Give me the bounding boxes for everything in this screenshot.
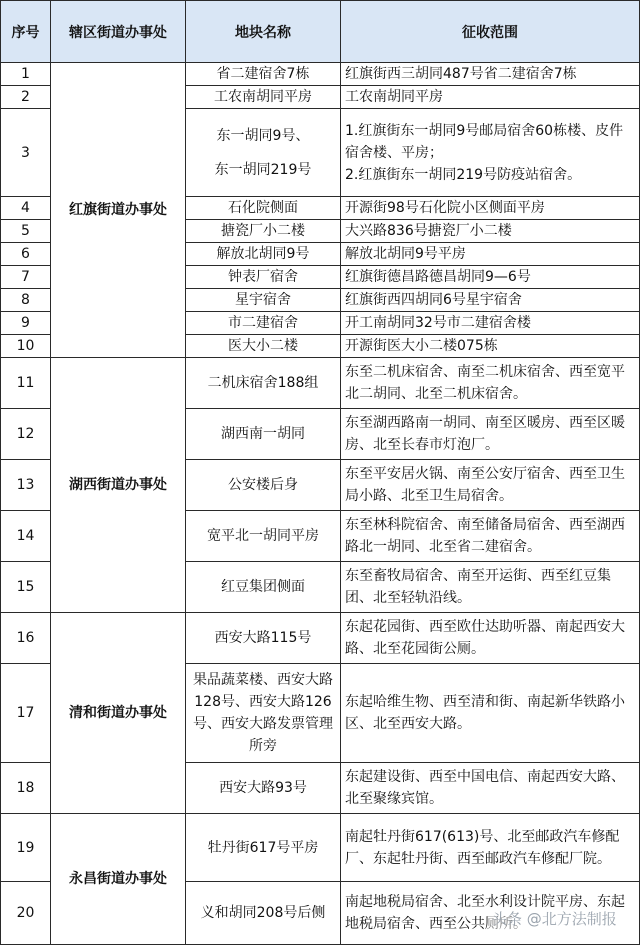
plot-name-cell bbox=[186, 289, 341, 312]
scope-text: 红旗街西四胡同6号星宇宿舍 bbox=[345, 292, 522, 308]
plot-name-text: 义和胡同208号后侧 bbox=[200, 905, 326, 921]
table-row bbox=[1, 613, 640, 664]
scope-text: 东至湖西路南一胡同、南至区暖房、西至区暖房、北至长春市灯泡厂。 bbox=[345, 415, 625, 453]
scope-cell bbox=[341, 613, 640, 664]
district-cell: 永昌街道办事处 bbox=[51, 814, 186, 945]
plot-name-text: 省二建宿舍7栋 bbox=[216, 66, 310, 82]
scope-text: 工农南胡同平房 bbox=[345, 89, 443, 105]
scope-cell bbox=[341, 358, 640, 409]
district-cell: 红旗街道办事处 bbox=[51, 63, 186, 358]
plot-name-text: 西安大路115号 bbox=[214, 630, 312, 646]
scope-text: 红旗街德昌路德昌胡同9—6号 bbox=[345, 269, 531, 285]
table-row bbox=[1, 358, 640, 409]
scope-text: 东至林科院宿舍、南至储备局宿舍、西至湖西路北一胡同、北至省二建宿舍。 bbox=[345, 517, 625, 555]
scope-cell bbox=[341, 814, 640, 882]
row-number: 1 bbox=[1, 63, 51, 86]
district-cell: 湖西街道办事处 bbox=[51, 358, 186, 613]
row-number: 2 bbox=[1, 86, 51, 109]
plot-name-text: 东一胡同219号 bbox=[214, 161, 312, 178]
row-number: 11 bbox=[1, 358, 51, 409]
row-number: 16 bbox=[1, 613, 51, 664]
row-number: 3 bbox=[1, 109, 51, 197]
scope-cell bbox=[341, 409, 640, 460]
scope-cell bbox=[341, 562, 640, 613]
plot-name-text: 搪瓷厂小二楼 bbox=[221, 223, 305, 239]
plot-name-cell bbox=[186, 763, 341, 814]
plot-name-cell bbox=[186, 63, 341, 86]
header-district: 辖区街道办事处 bbox=[51, 1, 186, 63]
scope-cell bbox=[341, 460, 640, 511]
plot-name-cell bbox=[186, 460, 341, 511]
plot-name-cell bbox=[186, 243, 341, 266]
scope-cell bbox=[341, 63, 640, 86]
scope-text: 开源街98号石化院小区侧面平房 bbox=[345, 200, 545, 216]
scope-text: 东至畜牧局宿舍、南至开运街、西至红豆集团、北至轻轨沿线。 bbox=[345, 568, 611, 606]
scope-text: 南起牡丹街617(613)号、北至邮政汽车修配厂、东起牡丹街、西至邮政汽车修配厂院。 bbox=[345, 828, 620, 867]
table-row bbox=[1, 814, 640, 882]
scope-text: 东至二机床宿舍、南至二机床宿舍、西至宽平北二胡同、北至二机床宿舍。 bbox=[345, 364, 625, 402]
plot-name-cell bbox=[186, 814, 341, 882]
header-plot: 地块名称 bbox=[186, 1, 341, 63]
row-number: 17 bbox=[1, 664, 51, 763]
plot-name-text: 钟表厂宿舍 bbox=[228, 269, 298, 285]
plot-name-text: 解放北胡同9号 bbox=[216, 246, 310, 262]
row-number: 5 bbox=[1, 220, 51, 243]
scope-text: 开工南胡同32号市二建宿舍楼 bbox=[345, 315, 531, 331]
scope-text: 东起花园街、西至欧仕达助听器、南起西安大路、北至花园街公厕。 bbox=[345, 619, 625, 657]
scope-text: 东起哈维生物、西至清和街、南起新华铁路小区、北至西安大路。 bbox=[345, 694, 625, 732]
plot-name-text: 二机床宿舍188组 bbox=[207, 375, 319, 391]
row-number: 20 bbox=[1, 882, 51, 945]
plot-name-cell bbox=[186, 409, 341, 460]
plot-name-text: 西安大路93号 bbox=[219, 780, 307, 796]
row-number: 6 bbox=[1, 243, 51, 266]
plot-name-text: 湖西南一胡同 bbox=[221, 426, 305, 442]
watermark: 头条 @北方法制报 bbox=[488, 907, 621, 930]
plot-name-text: 红豆集团侧面 bbox=[221, 579, 305, 595]
row-number: 18 bbox=[1, 763, 51, 814]
district-cell: 清和街道办事处 bbox=[51, 613, 186, 814]
scope-text: 红旗街西三胡同487号省二建宿舍7栋 bbox=[345, 66, 577, 82]
scope-cell bbox=[341, 312, 640, 335]
plot-name-text: 市二建宿舍 bbox=[228, 315, 298, 331]
plot-name-text: 果品蔬菜楼、西安大路128号、西安大路126号、西安大路发票管理所旁 bbox=[193, 672, 333, 754]
scope-text: 解放北胡同9号平房 bbox=[345, 246, 466, 262]
scope-cell bbox=[341, 197, 640, 220]
scope-cell bbox=[341, 335, 640, 358]
plot-name-cell bbox=[186, 86, 341, 109]
row-number: 12 bbox=[1, 409, 51, 460]
row-number: 4 bbox=[1, 197, 51, 220]
scope-cell bbox=[341, 243, 640, 266]
header-row bbox=[1, 1, 640, 63]
scope-cell bbox=[341, 220, 640, 243]
scope-cell bbox=[341, 266, 640, 289]
scope-text: 东至平安居火锅、南至公安厅宿舍、西至卫生局小路、北至卫生局宿舍。 bbox=[345, 466, 625, 504]
scope-cell bbox=[341, 289, 640, 312]
row-number: 15 bbox=[1, 562, 51, 613]
scope-cell bbox=[341, 511, 640, 562]
plot-name-text: 石化院侧面 bbox=[228, 200, 298, 216]
scope-text: 2.红旗街东一胡同219号防疫站宿舍。 bbox=[345, 166, 582, 183]
row-number: 9 bbox=[1, 312, 51, 335]
plot-name-cell bbox=[186, 335, 341, 358]
scope-text: 东起建设街、西至中国电信、南起西安大路、北至聚缘宾馆。 bbox=[345, 769, 625, 807]
scope-text: 大兴路836号搪瓷厂小二楼 bbox=[345, 223, 512, 239]
plot-name-text: 公安楼后身 bbox=[228, 477, 298, 493]
row-number: 7 bbox=[1, 266, 51, 289]
plot-name-cell bbox=[186, 312, 341, 335]
scope-cell bbox=[341, 664, 640, 763]
scope-text: 开源街医大小二楼075栋 bbox=[345, 338, 498, 354]
row-number: 19 bbox=[1, 814, 51, 882]
plot-name-cell bbox=[186, 613, 341, 664]
row-number: 8 bbox=[1, 289, 51, 312]
row-number: 13 bbox=[1, 460, 51, 511]
plot-name-cell bbox=[186, 562, 341, 613]
scope-cell bbox=[341, 109, 640, 197]
header-scope: 征收范围 bbox=[341, 1, 640, 63]
table-row bbox=[1, 63, 640, 86]
plot-name-text: 工农南胡同平房 bbox=[214, 89, 312, 105]
plot-name-cell bbox=[186, 882, 341, 945]
scope-text: 南起地税局宿舍、北至水利设计院平房、东起地税局宿舍、西至公共厕所。 bbox=[345, 894, 625, 932]
plot-name-cell bbox=[186, 664, 341, 763]
plot-name-cell bbox=[186, 220, 341, 243]
plot-name-cell bbox=[186, 266, 341, 289]
header-no: 序号 bbox=[1, 1, 51, 63]
plot-name-text: 星宇宿舍 bbox=[235, 292, 291, 308]
plot-name-text: 牡丹街617号平房 bbox=[207, 839, 319, 856]
row-number: 10 bbox=[1, 335, 51, 358]
scope-text: 1.红旗街东一胡同9号邮局宿舍60栋楼、皮件宿舍楼、平房； bbox=[345, 122, 624, 161]
scope-cell bbox=[341, 86, 640, 109]
scope-cell bbox=[341, 763, 640, 814]
plot-name-cell bbox=[186, 511, 341, 562]
plot-name-text: 宽平北一胡同平房 bbox=[207, 528, 319, 544]
plot-name-text: 医大小二楼 bbox=[228, 338, 298, 354]
plot-name-text: 东一胡同9号、 bbox=[216, 127, 310, 144]
row-number: 14 bbox=[1, 511, 51, 562]
plot-name-cell bbox=[186, 197, 341, 220]
plot-name-cell bbox=[186, 358, 341, 409]
plot-name-cell bbox=[186, 109, 341, 197]
